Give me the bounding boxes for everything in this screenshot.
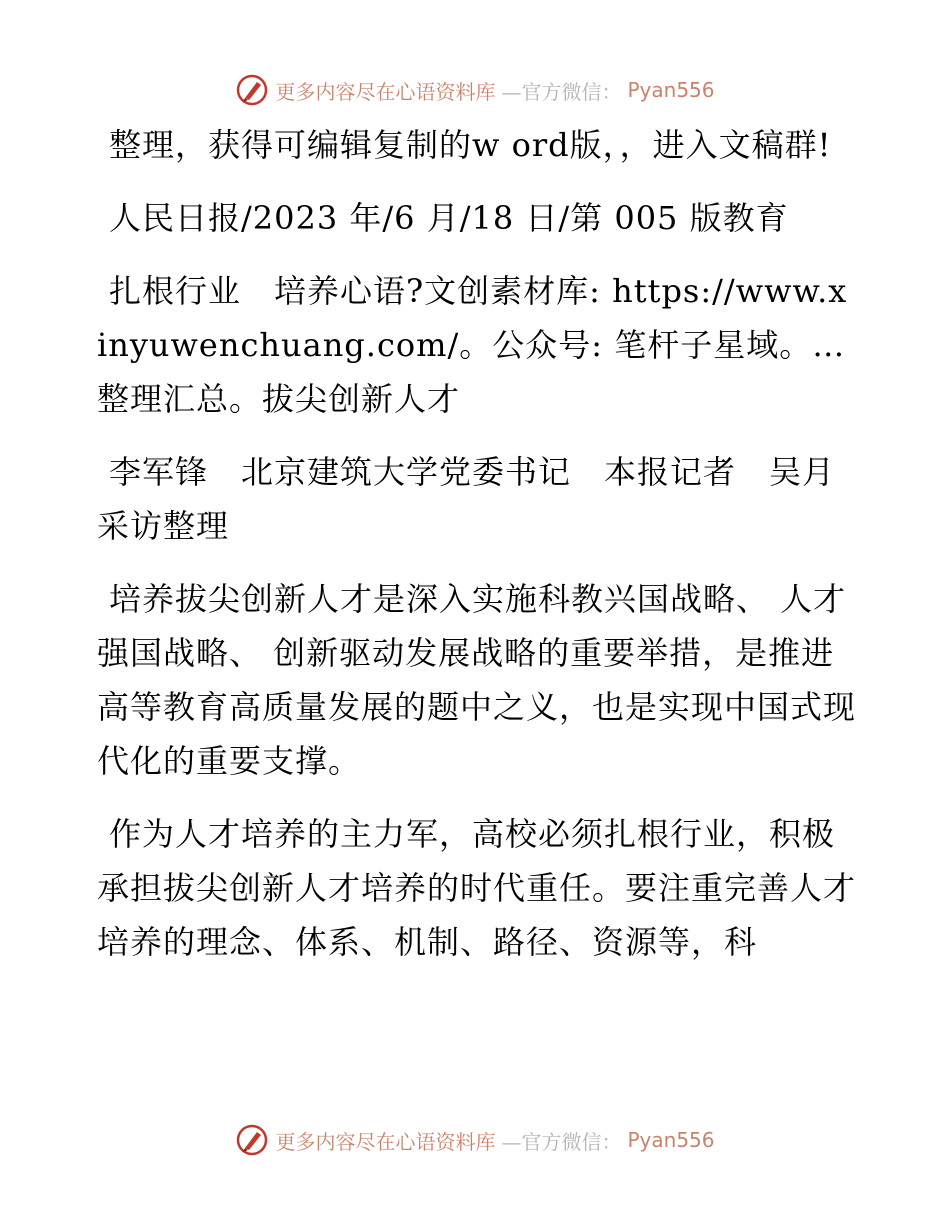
paragraph-source: 人民日报/2023 年/6 月/18 日/第 005 版教育: [109, 199, 789, 237]
paragraph-headline: 扎根行业 培养心语?文创素材库: https://www.xinyuwenchuang.com/。公众号: 笔杆子星域。…整理汇总。拔尖创新人才: [97, 272, 848, 418]
footer-banner-text: 更多内容尽在心语资料库: [275, 1129, 496, 1154]
paragraph-body-1: 培养拔尖创新人才是深入实施科教兴国战略、 人才强国战略、 创新驱动发展战略的重要举措，是推进高等教育高质量发展的题中之义，也是实现中国式现代化的重要支撑。: [97, 580, 857, 780]
paragraph-byline: 李军锋 北京建筑大学党委书记 本报记者 吴月 采访整理: [97, 453, 869, 545]
paragraph-intro: 整理，获得可编辑复制的w ord版，，进入文稿群!: [109, 126, 832, 164]
article-body: [97, 118, 869, 988]
header-banner-text: 更多内容尽在心语资料库: [275, 79, 496, 104]
footer-banner-separator: —官方微信：: [501, 1129, 622, 1154]
pen-logo-icon: [235, 1123, 269, 1157]
footer-banner: [0, 1120, 950, 1160]
paragraph-body-2: 作为人才培养的主力军，高校必须扎根行业，积极承担拔尖创新人才培养的时代重任。要注重完善人才培养的理念、体系、机制、路径、资源等，科: [97, 815, 857, 961]
pen-logo-icon: [235, 73, 269, 107]
header-banner-separator: —官方微信：: [501, 79, 622, 104]
footer-wechat-handle: Pyan556: [627, 1128, 715, 1152]
header-banner: [0, 70, 950, 110]
header-wechat-handle: Pyan556: [627, 78, 715, 102]
